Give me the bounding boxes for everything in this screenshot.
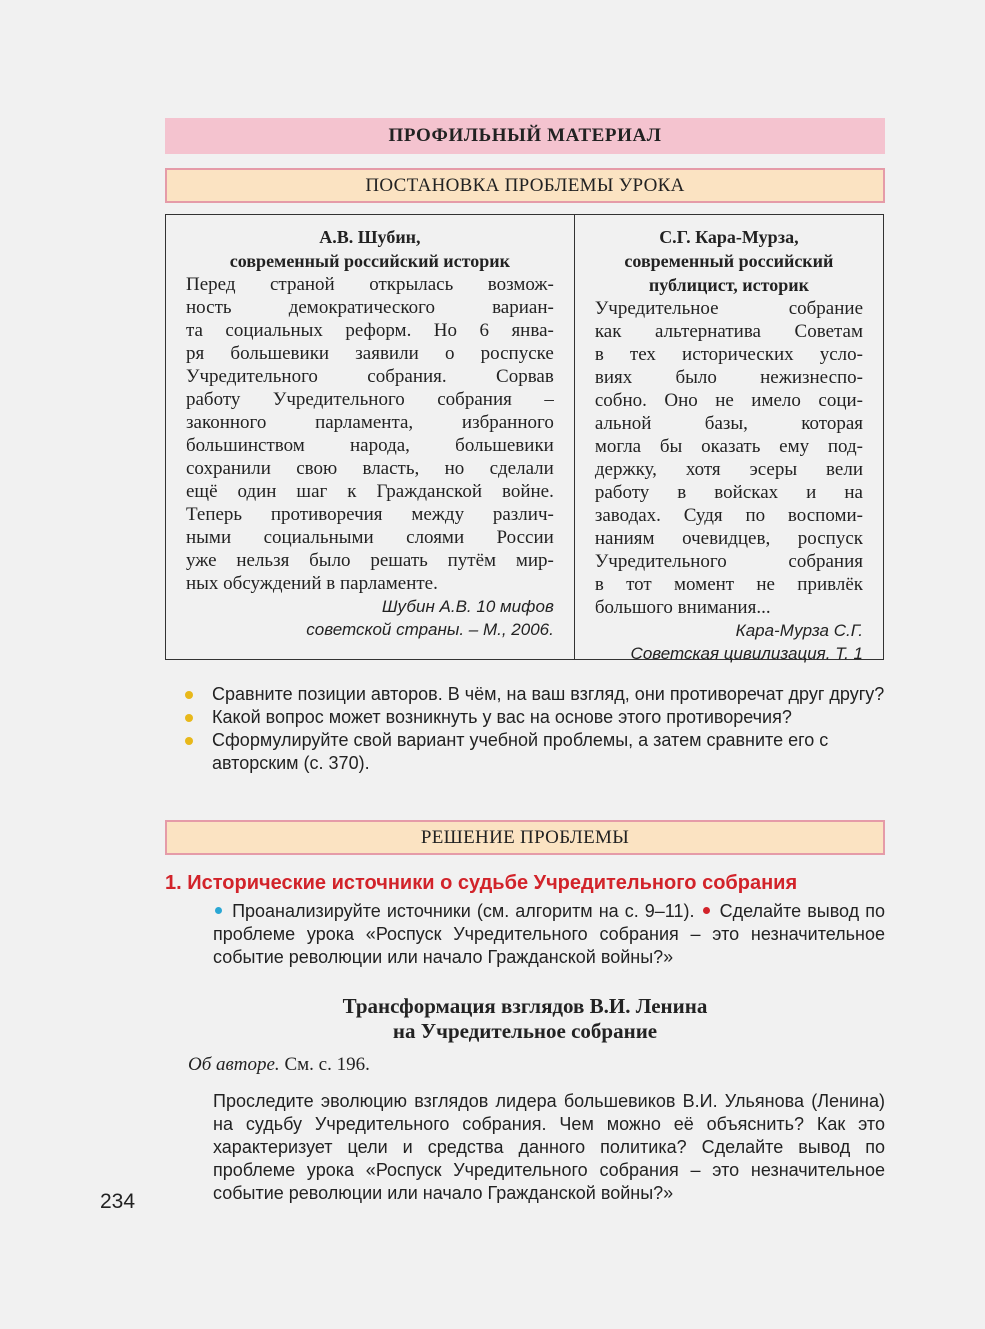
bullet-icon bbox=[185, 737, 193, 745]
quote-line: ными социальными слоями России bbox=[186, 527, 554, 548]
quote-source bbox=[186, 595, 554, 641]
quote-source bbox=[595, 619, 863, 665]
quote-line: работу Учредительного собрания – bbox=[186, 389, 554, 410]
quote-line: в тех исторических усло- bbox=[594, 344, 863, 365]
bullet-icon bbox=[185, 714, 193, 722]
source-line: советской страны. – М., 2006. bbox=[306, 620, 554, 639]
author-line: С.Г. Кара-Мурза, bbox=[659, 227, 799, 247]
quote-line: как альтернатива Советам bbox=[594, 321, 863, 342]
quote-line: могла бы оказать ему под- bbox=[594, 436, 863, 457]
source-line: Шубин А.В. 10 мифов bbox=[381, 597, 554, 616]
section-title: 1. Исторические источники о судьбе Учредительного собрания bbox=[165, 872, 798, 894]
quote-line: уже нельзя было решать путём мир- bbox=[186, 550, 554, 571]
task-text: Сделайте вывод по проблеме урока «Роспуск Учредительного собрания – это незначительное событие революции или начало Гражданской войны?» bbox=[213, 901, 885, 967]
quote-line: работу в войсках и на bbox=[594, 482, 863, 503]
quote-shubin bbox=[166, 215, 575, 659]
subsection-title bbox=[165, 994, 885, 1044]
about-label: Об авторе. bbox=[188, 1054, 280, 1075]
quote-line: ность демократического вариан- bbox=[186, 297, 554, 318]
quote-text bbox=[186, 273, 554, 595]
blue-bullet-icon bbox=[215, 907, 222, 914]
quote-line: законного парламента, избранного bbox=[186, 412, 554, 433]
quote-line: альной базы, которая bbox=[594, 413, 863, 434]
quote-line: та социальных реформ. Но 6 янва- bbox=[186, 320, 554, 341]
subtitle-line: Трансформация взглядов В.И. Ленина bbox=[342, 994, 708, 1018]
page-number: 234 bbox=[100, 1190, 136, 1213]
quote-text bbox=[595, 297, 863, 619]
solution-banner: РЕШЕНИЕ ПРОБЛЕМЫ bbox=[165, 820, 885, 855]
task-analyze-sources bbox=[213, 900, 885, 969]
quote-line: ещё один шаг к Гражданской войне. bbox=[186, 481, 554, 502]
quote-line: заводах. Судя по воспоми- bbox=[594, 505, 863, 526]
quote-line: в тот момент не привлёк bbox=[594, 574, 863, 595]
quotes-table bbox=[165, 214, 884, 663]
quote-author bbox=[595, 225, 863, 297]
author-line: современный российский историк bbox=[229, 251, 511, 271]
source-line: Советская цивилизация. Т. 1 bbox=[630, 644, 863, 663]
source-line: Кара-Мурза С.Г. bbox=[735, 621, 863, 640]
bullet-icon bbox=[185, 691, 193, 699]
quote-line: сохранили свою власть, но сделали bbox=[186, 458, 554, 479]
author-line: А.В. Шубин, bbox=[319, 227, 421, 247]
quote-line: Учредительного собрания bbox=[594, 551, 863, 572]
question-text: Сравните позиции авторов. В чём, на ваш взгляд, они противоречат друг другу? bbox=[212, 684, 885, 704]
question-text: Какой вопрос может возникнуть у вас на основе этого противоречия? bbox=[212, 707, 792, 727]
quote-line: Учредительного собрания. Сорвав bbox=[186, 366, 554, 387]
question-text: Сформулируйте свой вариант учебной проблемы, а затем сравните его с авторским (с. 370). bbox=[212, 730, 829, 773]
quote-line: виях было нежизнеспо- bbox=[594, 367, 863, 388]
quote-line: собно. Оно не имело соци- bbox=[594, 390, 863, 411]
subtitle-line: на Учредительное собрание bbox=[392, 1019, 658, 1043]
red-bullet-icon bbox=[703, 907, 710, 914]
question-item bbox=[185, 706, 885, 729]
question-item bbox=[185, 729, 885, 775]
problem-statement-banner: ПОСТАНОВКА ПРОБЛЕМЫ УРОКА bbox=[165, 168, 885, 203]
quote-kara-murza bbox=[575, 215, 883, 663]
quote-line: Перед страной открылась возмож- bbox=[186, 274, 554, 295]
author-line: публицист, историк bbox=[648, 275, 809, 295]
quote-line: держку, хотя эсеры вели bbox=[594, 459, 863, 480]
quote-line: наниям очевидцев, роспуск bbox=[594, 528, 863, 549]
quote-line: ных обсуждений в парламенте. bbox=[186, 573, 438, 594]
task-lenin-evolution: Проследите эволюцию взглядов лидера большевиков В.И. Ульянова (Ленина) на судьбу Учредительного собрания. Чем можно её объяснить? Как это характеризует цели и средства данного политика? Сделайте вывод по проблеме урока «Роспуск Учредительного собрания – это незначительное событие революции или начало Гражданской войны?» bbox=[213, 1091, 885, 1203]
author-line: современный российский bbox=[624, 251, 834, 271]
task-text: Проанализируйте источники (см. алгоритм на с. 9–11). bbox=[232, 901, 695, 921]
quote-line: Теперь противоречия между различ- bbox=[186, 504, 554, 525]
quote-author bbox=[186, 225, 554, 273]
quote-line: Учредительное собрание bbox=[594, 298, 863, 319]
question-item bbox=[185, 683, 885, 706]
profile-material-banner: ПРОФИЛЬНЫЙ МАТЕРИАЛ bbox=[165, 118, 885, 154]
quote-line: ря большевики заявили о роспуске bbox=[186, 343, 554, 364]
about-text: См. с. 196. bbox=[284, 1054, 370, 1075]
about-author bbox=[188, 1054, 370, 1076]
quote-line: большинством народа, большевики bbox=[186, 435, 554, 456]
questions-list bbox=[185, 683, 885, 775]
quote-line: большого внимания... bbox=[594, 597, 771, 618]
